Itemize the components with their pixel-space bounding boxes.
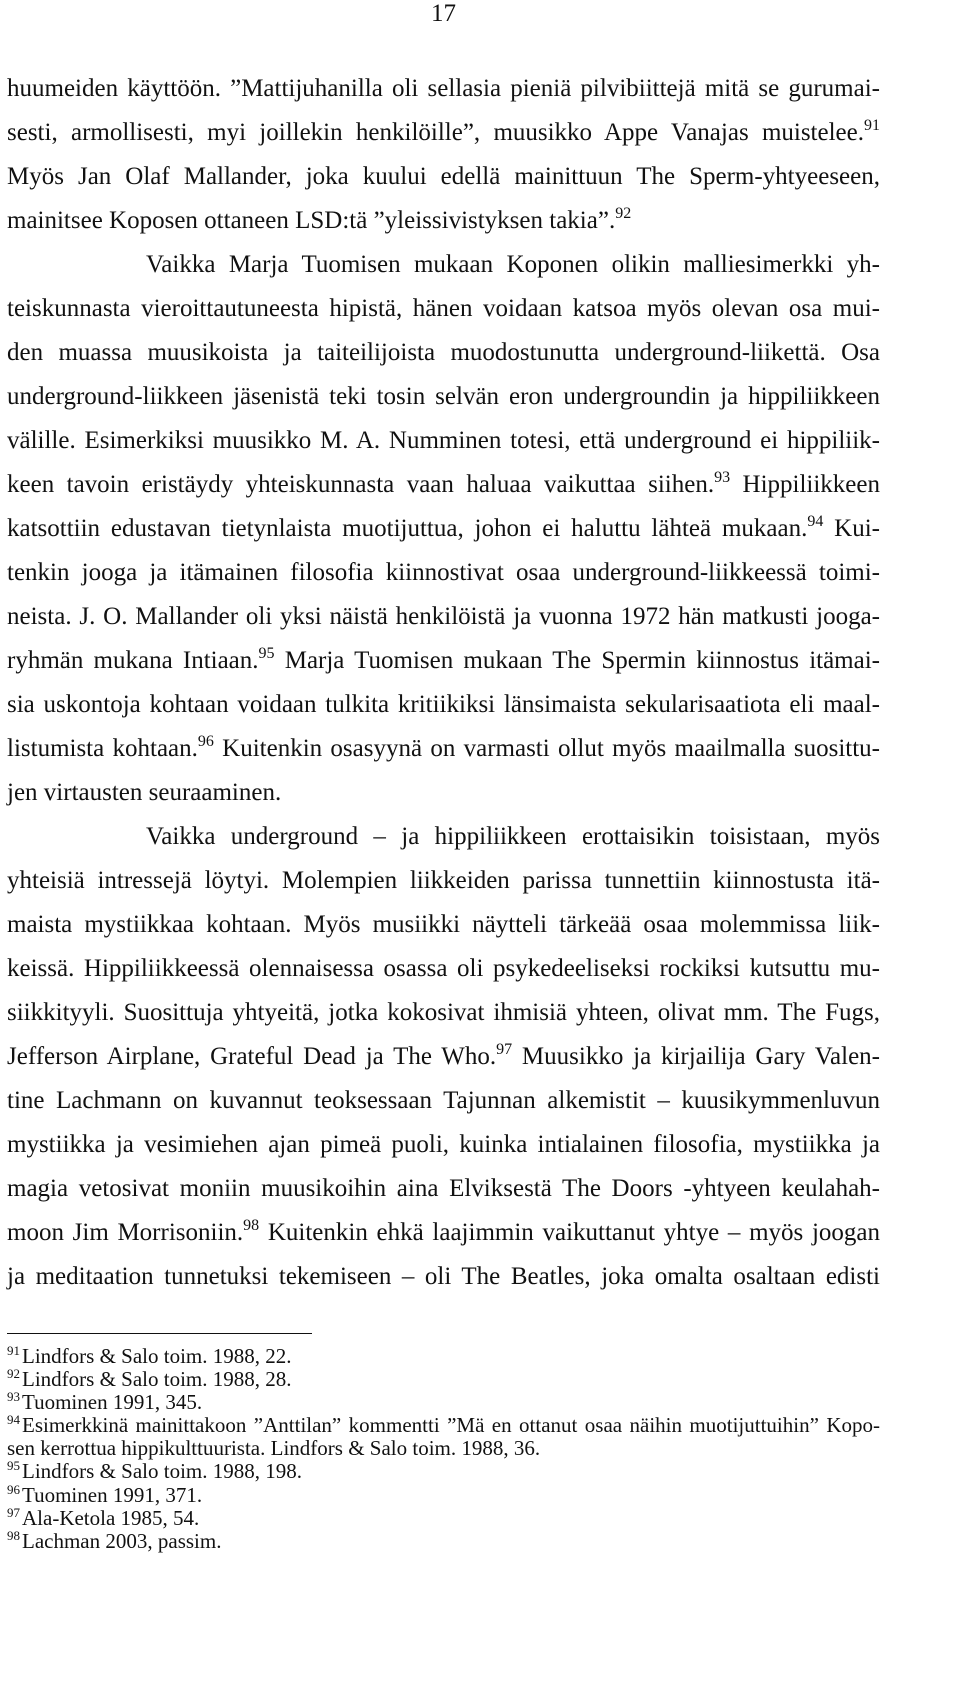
footnote-number: 97 bbox=[7, 1504, 20, 1520]
text-line bbox=[7, 903, 880, 947]
paragraph bbox=[7, 67, 880, 243]
footnote bbox=[7, 1527, 880, 1553]
text-line bbox=[7, 551, 880, 595]
footnote bbox=[7, 1345, 880, 1368]
footnotes bbox=[7, 1345, 880, 1553]
footnote-number: 95 bbox=[7, 1458, 20, 1474]
text-run: maista mystiikkaa kohtaan. Myös musiikki näytteli tärkeää osaa molemmissa liik- bbox=[7, 911, 880, 938]
text-line bbox=[7, 991, 880, 1035]
text-line bbox=[7, 639, 880, 683]
footnote-line bbox=[7, 1368, 880, 1391]
text-line bbox=[7, 1167, 880, 1211]
text-run: tenkin jooga ja itämainen filosofia kiinnostivat osaa underground-liikkeessä toimi- bbox=[7, 559, 880, 586]
footnote-line bbox=[7, 1460, 880, 1483]
text-run: huumeiden käyttöön. ”Mattijuhanilla oli sellasia pieniä pilvibiittejä mitä se gurumai- bbox=[7, 75, 880, 102]
text-run: Vaikka Marja Tuomisen mukaan Koponen olikin malliesimerkki yh- bbox=[146, 251, 880, 278]
text-run: keissä. Hippiliikkeessä olennaisessa osassa oli psykedeeliseksi rockiksi kutsuttu mu- bbox=[7, 955, 880, 982]
footnote-line bbox=[7, 1527, 880, 1553]
footnote-reference: 91 bbox=[864, 117, 880, 134]
text-line bbox=[7, 595, 880, 639]
text-line bbox=[7, 683, 880, 727]
text-run: Kuitenkin ehkä laajimmin vaikuttanut yhtye – myös joogan bbox=[259, 1219, 880, 1246]
text-line bbox=[7, 859, 880, 903]
footnote-reference: 95 bbox=[258, 645, 275, 662]
footnote-reference: 94 bbox=[807, 513, 824, 530]
text-run: mystiikka ja vesimiehen ajan pimeä puoli, kuinka intialainen filosofia, mystiikka ja bbox=[7, 1131, 880, 1158]
footnote bbox=[7, 1368, 880, 1391]
footnote bbox=[7, 1460, 880, 1483]
text-line bbox=[7, 287, 880, 331]
footnote-separator bbox=[7, 1333, 312, 1334]
footnote-text: Tuominen 1991, 345. bbox=[22, 1390, 203, 1415]
footnote bbox=[7, 1504, 880, 1530]
footnote-number: 93 bbox=[7, 1389, 20, 1405]
footnote-reference: 92 bbox=[615, 205, 632, 222]
paragraph bbox=[7, 243, 880, 815]
footnote-line bbox=[7, 1481, 880, 1507]
text-run: Vaikka underground – ja hippiliikkeen erottaisikin toisistaan, myös bbox=[146, 823, 880, 850]
text-run: jen virtausten seuraaminen. bbox=[7, 779, 282, 806]
footnote-text: Lindfors & Salo toim. 1988, 28. bbox=[22, 1367, 292, 1392]
text-run: magia vetosivat moniin muusikoihin aina Elviksestä The Doors -yhtyeen keulahah- bbox=[7, 1175, 880, 1202]
footnote-text: Lachman 2003, passim. bbox=[22, 1528, 222, 1553]
text-line bbox=[7, 1079, 880, 1123]
text-line bbox=[7, 375, 880, 419]
text-line bbox=[7, 463, 880, 507]
footnote bbox=[7, 1391, 880, 1414]
text-run: sia uskontoja kohtaan voidaan tulkita kritiikiksi länsimaista sekularisaatiota eli maal- bbox=[7, 691, 880, 718]
text-run: välille. Esimerkiksi muusikko M. A. Numminen totesi, että underground ei hippiliik- bbox=[7, 427, 880, 454]
footnote-line bbox=[7, 1345, 880, 1368]
text-line bbox=[7, 947, 880, 991]
text-run: Kuitenkin osasyynä on varmasti ollut myös maailmalla suosittu- bbox=[213, 735, 880, 762]
text-run: ryhmän mukana Intiaan. bbox=[7, 647, 259, 674]
text-run: keen tavoin eristäydy yhteiskunnasta vaan haluaa vaikuttaa siihen. bbox=[7, 471, 715, 498]
footnote-text: Lindfors & Salo toim. 1988, 198. bbox=[22, 1459, 302, 1484]
text-line bbox=[7, 1255, 880, 1299]
footnote-number: 98 bbox=[7, 1527, 20, 1543]
text-run: moon Jim Morrisoniin. bbox=[7, 1219, 244, 1246]
text-run: Marja Tuomisen mukaan The Spermin kiinnostus itämai- bbox=[274, 647, 880, 674]
text-line bbox=[7, 771, 880, 815]
footnote-reference: 98 bbox=[243, 1217, 260, 1234]
footnote-text: Ala-Ketola 1985, 54. bbox=[22, 1505, 200, 1530]
text-run: ja meditaation tunnetuksi tekemiseen – oli The Beatles, joka omalta osaltaan edisti bbox=[7, 1263, 880, 1290]
text-run: neista. J. O. Mallander oli yksi näistä henkilöistä ja vuonna 1972 hän matkusti jooga- bbox=[7, 603, 880, 630]
text-run: underground-liikkeen jäsenistä teki tosin selvän eron undergroundin ja hippiliikkeen bbox=[7, 383, 880, 410]
footnote-number: 91 bbox=[7, 1343, 20, 1358]
text-run: listumista kohtaan. bbox=[7, 735, 198, 762]
text-run: den muassa muusikoista ja taiteilijoista muodostunutta underground-liikettä. Osa bbox=[7, 339, 880, 366]
text-line bbox=[7, 199, 880, 243]
body-text bbox=[7, 67, 880, 1299]
footnote-reference: 97 bbox=[496, 1041, 513, 1058]
footnote-line bbox=[7, 1437, 880, 1460]
footnote bbox=[7, 1481, 880, 1507]
text-line bbox=[7, 111, 880, 155]
text-line bbox=[7, 67, 880, 111]
text-run: Kui- bbox=[823, 515, 880, 542]
text-line bbox=[7, 155, 880, 199]
footnote-line bbox=[7, 1414, 880, 1437]
footnote-number: 96 bbox=[7, 1481, 20, 1497]
footnote-line bbox=[7, 1391, 880, 1414]
text-run: Jefferson Airplane, Grateful Dead ja The Who. bbox=[7, 1043, 497, 1070]
footnote-number: 94 bbox=[7, 1412, 20, 1428]
text-run: tine Lachmann on kuvannut teoksessaan Tajunnan alkemistit – kuusikymmenluvun bbox=[7, 1087, 880, 1114]
text-run: Muusikko ja kirjailija Gary Valen- bbox=[512, 1043, 880, 1070]
text-run: Myös Jan Olaf Mallander, joka kuului edellä mainittuun The Sperm-yhtyeeseen, bbox=[7, 163, 880, 190]
text-line bbox=[7, 507, 880, 551]
footnote-text: Esimerkkinä mainittakoon ”Anttilan” kommentti ”Mä en ottanut osaa näihin muotijuttuihin” Kopo- bbox=[22, 1413, 880, 1438]
text-line bbox=[7, 815, 880, 859]
text-run: sesti, armollisesti, myi joillekin henkilöille”, muusikko Appe Vanajas muistelee. bbox=[7, 119, 864, 146]
footnote-reference: 96 bbox=[197, 733, 214, 750]
paragraph bbox=[7, 815, 880, 1299]
footnote-text: sen kerrottua hippikulttuurista. Lindfors & Salo toim. 1988, 36. bbox=[7, 1436, 541, 1461]
text-line bbox=[7, 1123, 880, 1167]
text-line bbox=[7, 727, 880, 771]
footnote bbox=[7, 1414, 880, 1460]
text-line bbox=[7, 1211, 880, 1255]
text-line bbox=[7, 331, 880, 375]
footnote-number: 92 bbox=[7, 1366, 20, 1382]
text-run: yhteisiä intressejä löytyi. Molempien liikkeiden parissa tunnettiin kiinnostusta itä- bbox=[7, 867, 880, 894]
footnote-reference: 93 bbox=[714, 469, 731, 486]
text-run: teiskunnasta vieroittautuneesta hipistä, hänen voidaan katsoa myös olevan osa mui- bbox=[7, 295, 880, 322]
text-line bbox=[7, 1035, 880, 1079]
text-run: mainitsee Koposen ottaneen LSD:tä ”yleissivistyksen takia”. bbox=[7, 207, 616, 234]
text-run: siikkityyli. Suosittuja yhtyeitä, jotka kokosivat ihmisiä yhteen, olivat mm. The Fugs, bbox=[7, 999, 880, 1026]
footnote-text: Tuominen 1991, 371. bbox=[22, 1482, 203, 1507]
text-line bbox=[7, 419, 880, 463]
text-line bbox=[7, 243, 880, 287]
footnote-text: Lindfors & Salo toim. 1988, 22. bbox=[22, 1344, 292, 1368]
page-number: 17 bbox=[431, 0, 456, 27]
text-run: katsottiin edustavan tietynlaista muotijuttua, johon ei haluttu lähteä mukaan. bbox=[7, 515, 808, 542]
footnote-line bbox=[7, 1504, 880, 1530]
text-run: Hippiliikkeen bbox=[730, 471, 881, 498]
